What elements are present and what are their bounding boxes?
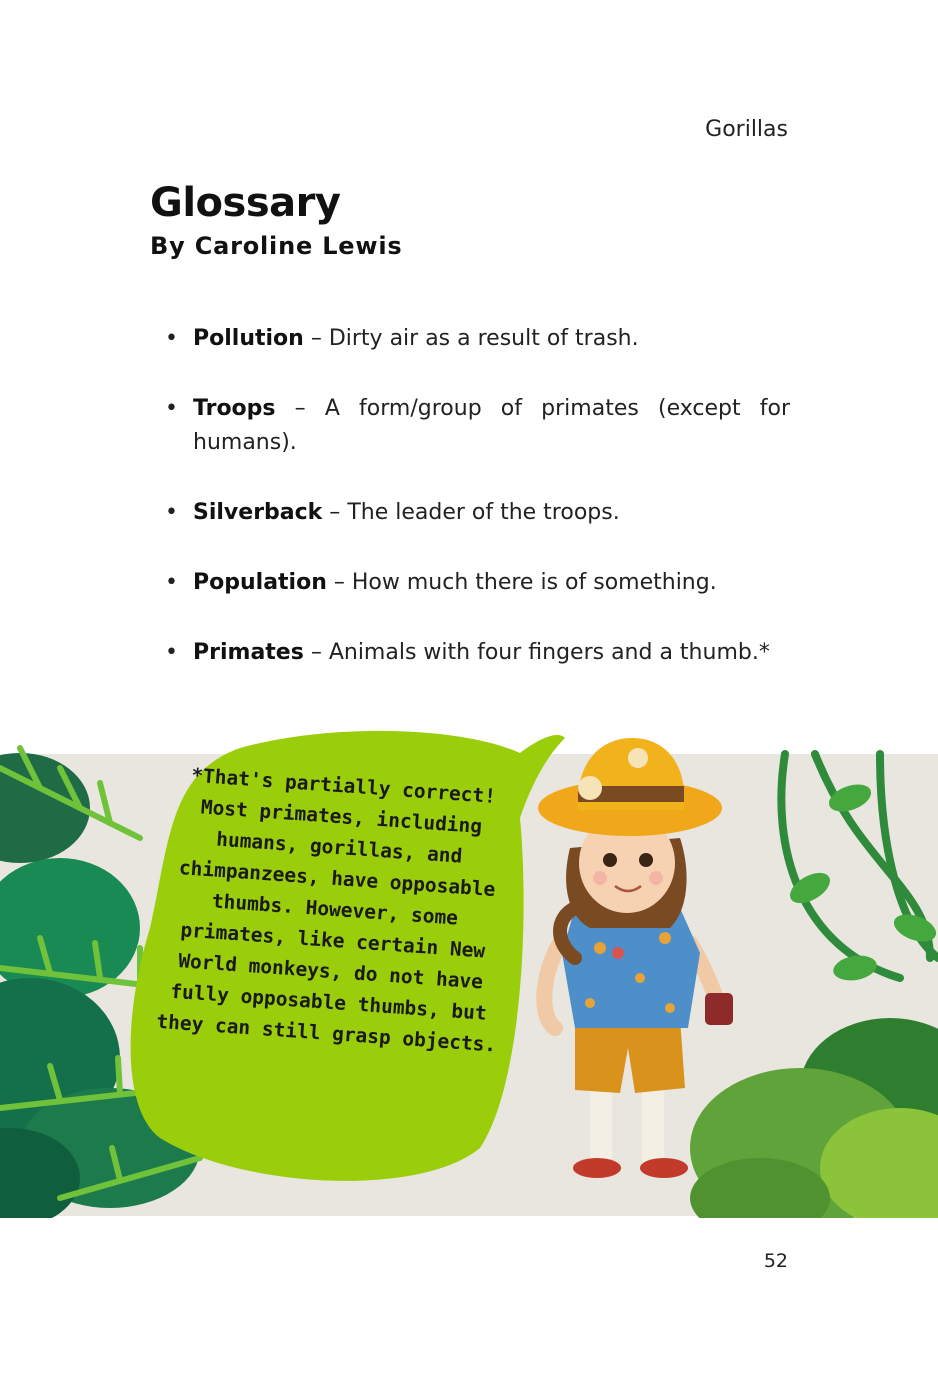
bullet-icon: • [165, 500, 178, 525]
glossary-item [150, 392, 790, 460]
glossary-definition: A form/group of primates (except for humans). [193, 396, 790, 455]
glossary-term: Silverback [193, 500, 323, 525]
bullet-icon: • [165, 570, 178, 595]
author-byline: By Caroline Lewis [150, 232, 403, 260]
glossary-definition: How much there is of something. [351, 570, 717, 595]
glossary-definition: Dirty air as a result of trash. [328, 326, 639, 351]
page-title: Glossary [150, 180, 341, 226]
glossary-term: Population [193, 570, 327, 595]
glossary-item [150, 496, 790, 530]
bullet-icon: • [165, 640, 178, 665]
glossary-term: Pollution [193, 326, 304, 351]
glossary-term: Primates [193, 640, 304, 665]
bullet-icon: • [165, 326, 178, 351]
term-separator: – [303, 640, 329, 665]
term-separator: – [322, 500, 348, 525]
glossary-item [150, 636, 790, 670]
speech-bubble-text: *That's partially correct! Most primates, including humans, gorillas, and chimpanzees, have opposable thumbs. However, some primates, like certain New World monkeys, do not have fully opposable thumbs, but they can still grasp objects. [155, 763, 497, 1057]
glossary-item [150, 322, 790, 356]
glossary-list [150, 322, 790, 706]
glossary-item [150, 566, 790, 600]
glossary-definition: The leader of the troops. [347, 500, 620, 525]
glossary-definition: Animals with four fingers and a thumb.* [328, 640, 770, 665]
bullet-icon: • [165, 396, 178, 421]
page-number: 52 [763, 1250, 788, 1272]
running-head: Gorillas [705, 117, 788, 142]
term-separator: – [303, 326, 329, 351]
term-separator: – [275, 396, 325, 421]
term-separator: – [326, 570, 352, 595]
glossary-term: Troops [193, 396, 276, 421]
